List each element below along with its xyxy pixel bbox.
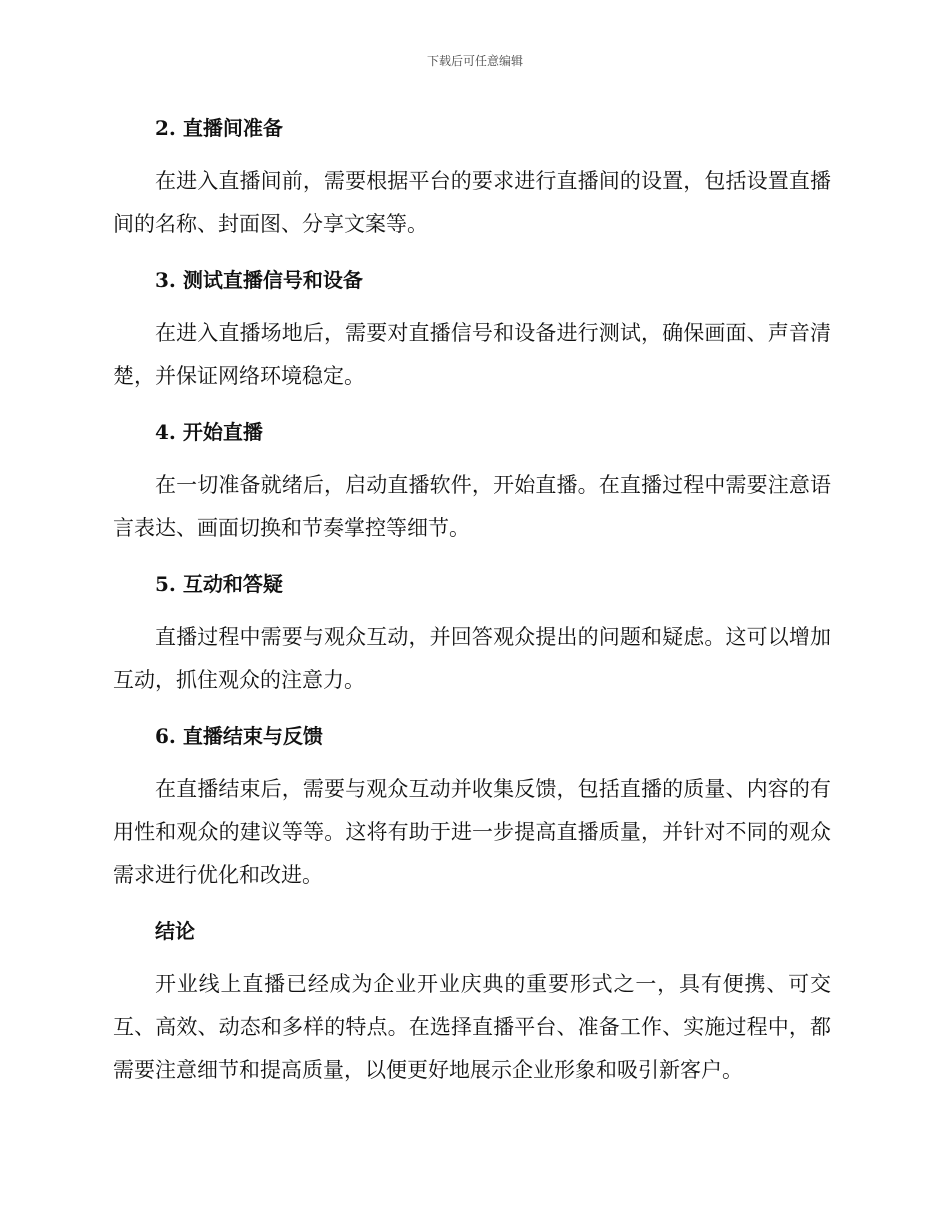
page-header: 下载后可任意编辑 <box>426 54 523 68</box>
section-heading: 5. 互动和答疑 <box>155 572 283 596</box>
section-paragraph: 在直播结束后，需要与观众互动并收集反馈，包括直播的质量、内容的有用性和观众的建议等等。这将有助于进一步提高直播质量，并针对不同的观众需求进行优化和改进。 <box>113 777 831 887</box>
section-heading: 3. 测试直播信号和设备 <box>155 268 363 292</box>
section-heading: 2. 直播间准备 <box>155 116 283 140</box>
conclusion-paragraph: 开业线上直播已经成为企业开业庆典的重要形式之一，具有便携、可交互、高效、动态和多样的特点。在选择直播平台、准备工作、实施过程中，都需要注意细节和提高质量，以便更好地展示企业形象和吸引新客户。 <box>113 972 831 1082</box>
section-paragraph: 直播过程中需要与观众互动，并回答观众提出的问题和疑虑。这可以增加互动，抓住观众的注意力。 <box>113 625 831 692</box>
section-paragraph: 在进入直播场地后，需要对直播信号和设备进行测试，确保画面、声音清楚，并保证网络环境稳定。 <box>113 321 831 388</box>
section-paragraph: 在一切准备就绪后，启动直播软件，开始直播。在直播过程中需要注意语言表达、画面切换和节奏掌控等细节。 <box>113 473 831 540</box>
section-paragraph: 在进入直播间前，需要根据平台的要求进行直播间的设置，包括设置直播间的名称、封面图、分享文案等。 <box>113 169 831 236</box>
document-body <box>113 108 831 1092</box>
conclusion-heading: 结论 <box>155 919 195 943</box>
section-heading: 4. 开始直播 <box>155 420 263 444</box>
section-heading: 6. 直播结束与反馈 <box>155 724 323 748</box>
